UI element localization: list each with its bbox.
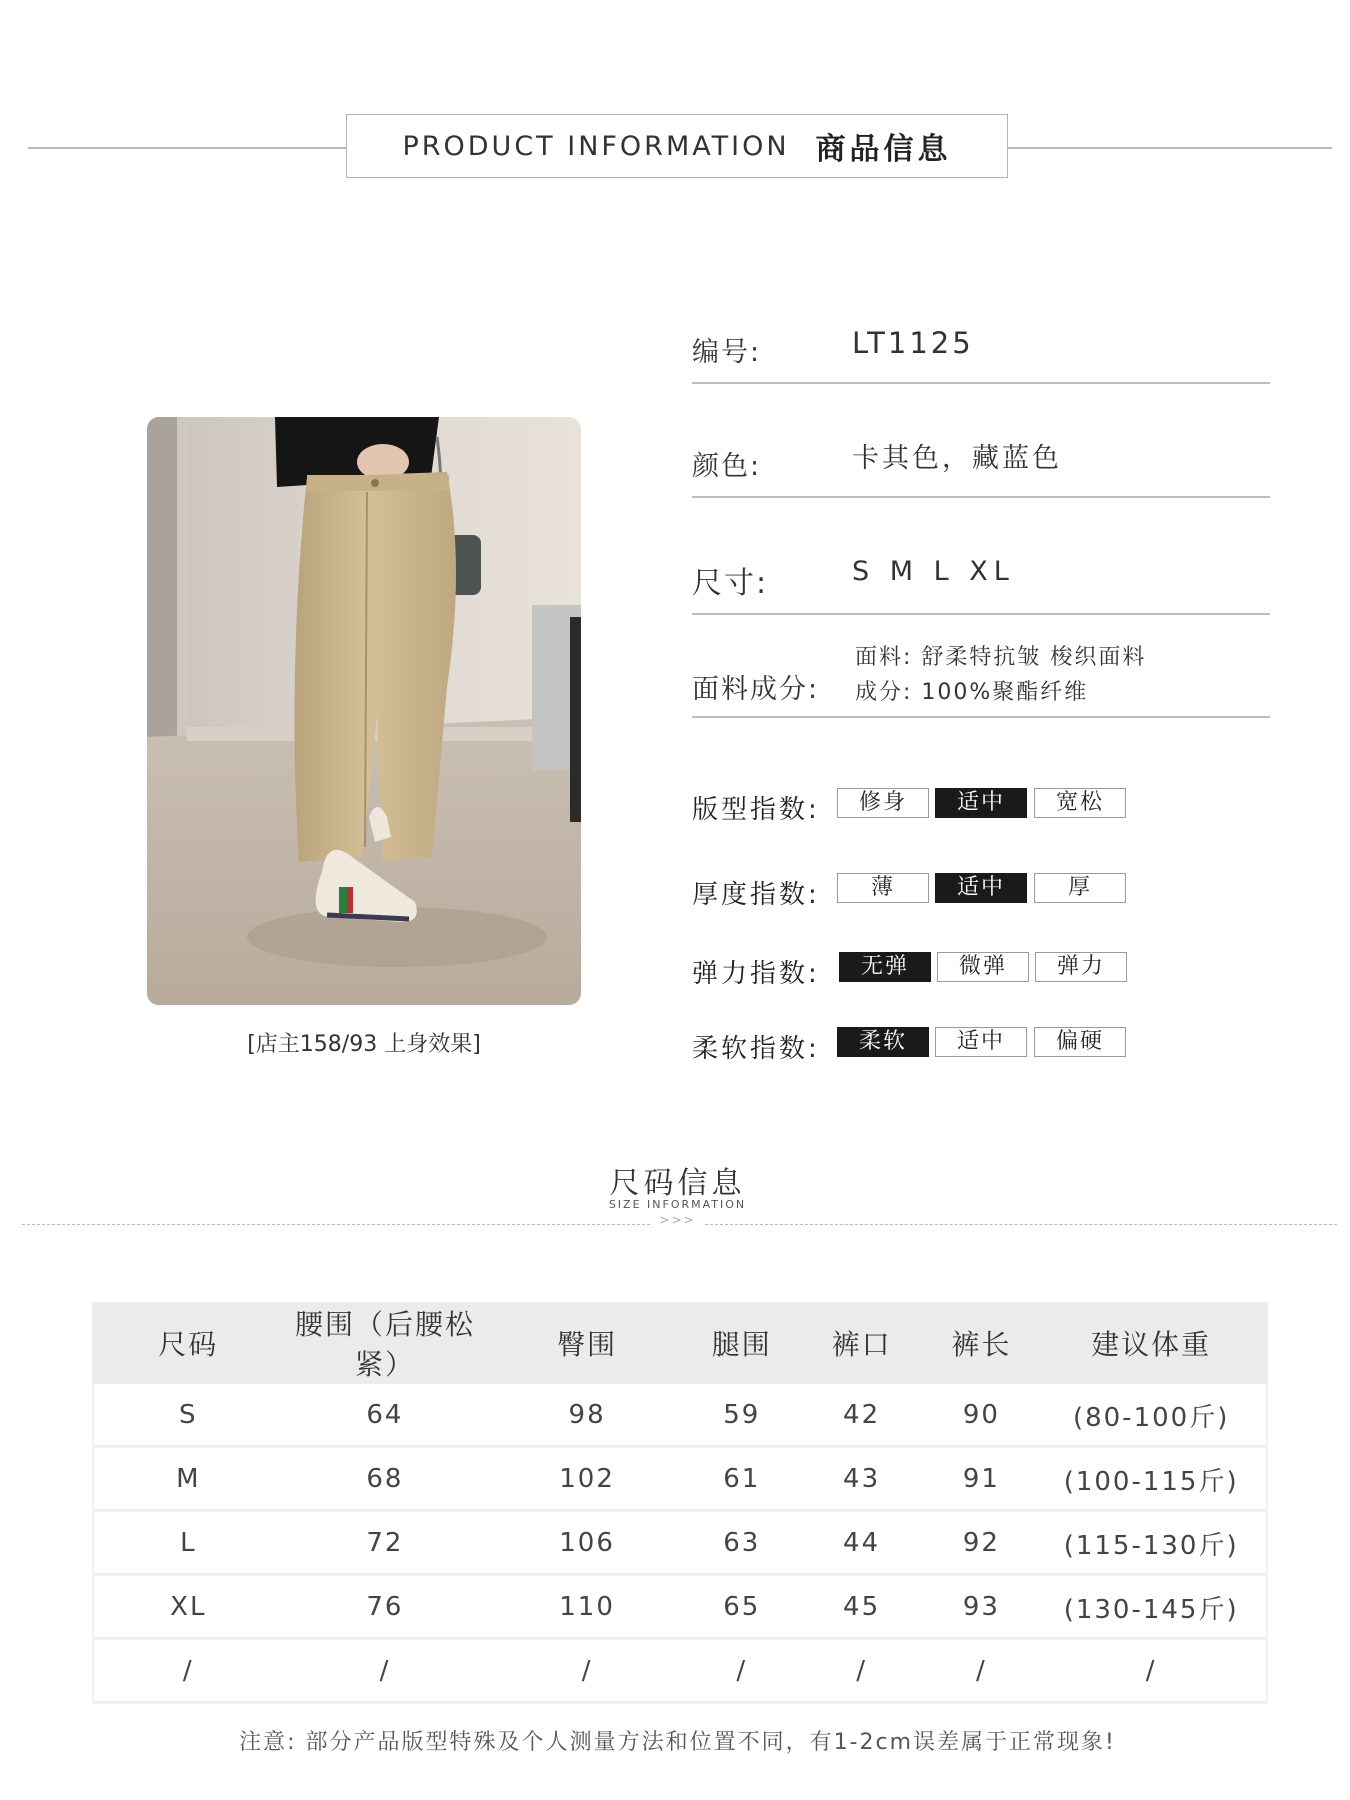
- fabric-line-2: 成分: 100%聚酯纤维: [855, 680, 1089, 705]
- size-divider: [692, 613, 1270, 615]
- col-header-length: 裤长: [926, 1302, 1036, 1384]
- table-cell: 72: [283, 1511, 488, 1575]
- thickness-index-label: 厚度指数:: [692, 880, 820, 910]
- table-cell: 68: [283, 1447, 488, 1511]
- col-header-hem: 裤口: [797, 1302, 927, 1384]
- size-value: S M L XL: [852, 556, 1015, 587]
- table-cell: S: [93, 1384, 283, 1447]
- thickness-option-medium: 适中: [935, 873, 1027, 903]
- table-cell: 44: [797, 1511, 927, 1575]
- color-divider: [692, 496, 1270, 498]
- table-row: [93, 1639, 1267, 1703]
- table-cell: /: [487, 1639, 687, 1703]
- table-cell: (100-115斤): [1036, 1447, 1267, 1511]
- size-table: [92, 1302, 1268, 1704]
- size-info-arrows: >>>: [659, 1213, 696, 1227]
- table-cell: 76: [283, 1575, 488, 1639]
- table-cell: 59: [687, 1384, 797, 1447]
- table-cell: /: [93, 1639, 283, 1703]
- table-cell: /: [687, 1639, 797, 1703]
- thickness-option-thick: 厚: [1034, 873, 1126, 903]
- table-cell: (80-100斤): [1036, 1384, 1267, 1447]
- col-header-size: 尺码: [93, 1302, 283, 1384]
- header-left-rule: [28, 147, 346, 149]
- table-row: [93, 1384, 1267, 1447]
- color-value: 卡其色，藏蓝色: [852, 443, 1062, 474]
- softness-option-soft: 柔软: [837, 1027, 929, 1057]
- table-cell: 110: [487, 1575, 687, 1639]
- fabric-line-1: 面料: 舒柔特抗皱 梭织面料: [855, 645, 1147, 670]
- table-header-row: [93, 1302, 1267, 1384]
- product-photo: [147, 417, 581, 1005]
- header-title-box: [346, 114, 1008, 178]
- table-cell: L: [93, 1511, 283, 1575]
- fabric-label: 面料成分:: [692, 674, 820, 705]
- table-cell: 42: [797, 1384, 927, 1447]
- table-row: [93, 1511, 1267, 1575]
- table-cell: /: [797, 1639, 927, 1703]
- table-cell: /: [1036, 1639, 1267, 1703]
- col-header-waist: 腰围（后腰松紧）: [283, 1302, 488, 1384]
- softness-index-label: 柔软指数:: [692, 1034, 820, 1064]
- table-cell: M: [93, 1447, 283, 1511]
- header-right-rule: [1008, 147, 1332, 149]
- table-cell: /: [926, 1639, 1036, 1703]
- table-cell: 63: [687, 1511, 797, 1575]
- table-cell: 92: [926, 1511, 1036, 1575]
- table-cell: (115-130斤): [1036, 1511, 1267, 1575]
- table-cell: 65: [687, 1575, 797, 1639]
- col-header-thigh: 腿围: [687, 1302, 797, 1384]
- table-cell: 106: [487, 1511, 687, 1575]
- size-info-subtitle: SIZE INFORMATION: [608, 1198, 747, 1211]
- elasticity-option-slight: 微弹: [937, 952, 1029, 982]
- elasticity-option-none: 无弹: [839, 952, 931, 982]
- col-header-hip: 臀围: [487, 1302, 687, 1384]
- elasticity-index-label: 弹力指数:: [692, 959, 820, 989]
- col-header-weight: 建议体重: [1036, 1302, 1267, 1384]
- code-value: LT1125: [852, 326, 974, 360]
- table-row: [93, 1575, 1267, 1639]
- table-cell: 102: [487, 1447, 687, 1511]
- fit-index-label: 版型指数:: [692, 795, 820, 825]
- table-cell: 98: [487, 1384, 687, 1447]
- color-label: 颜色:: [692, 451, 762, 482]
- fit-option-slim: 修身: [837, 788, 929, 818]
- table-cell: /: [283, 1639, 488, 1703]
- header-title-en: PRODUCT INFORMATION: [402, 130, 790, 162]
- size-info-title: 尺码信息: [609, 1166, 746, 1201]
- header-title-cn: 商品信息: [815, 132, 952, 167]
- table-cell: 90: [926, 1384, 1036, 1447]
- photo-caption: [店主158/93 上身效果]: [247, 1032, 481, 1057]
- fit-option-regular: 适中: [935, 788, 1027, 818]
- table-cell: 93: [926, 1575, 1036, 1639]
- table-cell: 91: [926, 1447, 1036, 1511]
- fabric-divider: [692, 716, 1270, 718]
- table-cell: 43: [797, 1447, 927, 1511]
- fit-option-loose: 宽松: [1034, 788, 1126, 818]
- table-cell: 61: [687, 1447, 797, 1511]
- size-label: 尺寸:: [692, 566, 769, 601]
- table-cell: 45: [797, 1575, 927, 1639]
- table-row: [93, 1447, 1267, 1511]
- footer-note: 注意: 部分产品版型特殊及个人测量方法和位置不同，有1-2cm误差属于正常现象!: [239, 1730, 1116, 1755]
- table-cell: 64: [283, 1384, 488, 1447]
- code-label: 编号:: [692, 337, 762, 368]
- thickness-option-thin: 薄: [837, 873, 929, 903]
- table-cell: XL: [93, 1575, 283, 1639]
- code-divider: [692, 382, 1270, 384]
- elasticity-option-stretch: 弹力: [1035, 952, 1127, 982]
- table-cell: (130-145斤): [1036, 1575, 1267, 1639]
- softness-option-hard: 偏硬: [1034, 1027, 1126, 1057]
- softness-option-medium: 适中: [935, 1027, 1027, 1057]
